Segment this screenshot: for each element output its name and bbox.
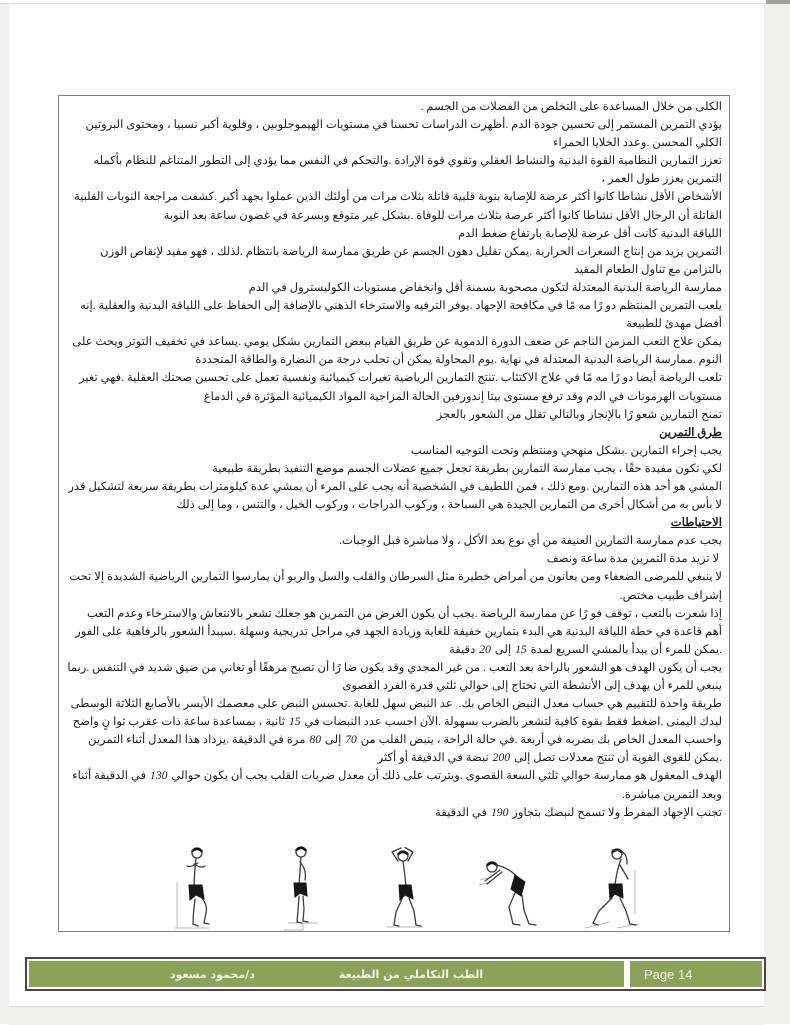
document-text bbox=[66, 98, 722, 822]
window-top-divider bbox=[0, 3, 790, 4]
exercise-figures-row bbox=[169, 844, 643, 931]
footer-document-title: الطب التكاملي من الطبيعة bbox=[338, 967, 484, 981]
paragraph: التمرين يزيد من إنتاج السعرات الحرارية .يمكن تقليل دهون الجسم عن طريق ممارسة الرياضة بانتظام .لذلك ، فهو مفيد لإنقاص الوزن بالتزامن مع تناول الطعام المقيد bbox=[97, 244, 722, 276]
paragraph: الأشخاص الأقل نشاطا كانوا أكثر عرضة للإصابة بنوبة قلبية قاتلة بثلاث مرات من أولئك الذين عملوا بجهد أكبر .كشفت مراجعة النوبات القلبية القاتلة أن الرجال الأقل نشاطا كانوا أكثر عرضة بثلاث مرات للوفاة .بشكل غير متوقع وبسرعة في غضون ساعة بعد النوبة bbox=[71, 190, 722, 222]
paragraph: يجب أن يكون الهدف هو الشعور بالراحة بعد التعب . من غير المجدي وقد يكون ضا رًا أن تصبح مرهقًا أو تعاني من ضيق شديد في التنفس .ربما ينبغي للمرء أن يهدف إلى الأنشطة التي تحتاج إلى حوالي ثلثي قدرة الفرد القصوى bbox=[64, 660, 722, 692]
paragraph: يمكن علاج التعب المزمن الناجم عن ضعف الدورة الدموية عن طريق القيام ببعض التمارين بشكل يومي .يساعد في تخفيف التوتر ويحث على النوم .ممارسة الرياضة البدنية المعتدلة في نهاية .يوم المحاولة يمكن أن تجلب درجة من النضارة والطاقة المتجددة bbox=[69, 335, 722, 367]
paragraph: لا ينبغي للمرضى الضعفاء ومن يعانون من أمراض خطيرة مثل السرطان والقلب والسل والربو أن يمارسوا التمارين الرياضية الشديدة إلا تحت إشراف طبيب مختص. bbox=[66, 570, 722, 602]
document-text-frame bbox=[58, 95, 730, 932]
paragraph: ممارسة الرياضة البدنية المعتدلة لتكون مصحوبة بسمنة أقل وانخفاض مستويات الكوليسترول في الدم bbox=[248, 280, 722, 294]
paragraph: تجنب الإجهاد المفرط ولا تسمح لنبضك بتجاوز 190 في الدقيقة bbox=[435, 805, 722, 819]
page-margin-right bbox=[764, 4, 790, 1024]
exercise-figure-side-lunge-arm-overhead bbox=[581, 844, 643, 931]
page-footer-bar bbox=[25, 957, 766, 991]
exercise-figure-arms-crossed-leg-swing bbox=[169, 844, 231, 931]
section-heading: الاحتياطات bbox=[670, 516, 722, 530]
paragraph: لكي تكون مفيدة حقًا ، يجب ممارسة التمارين بطريقة تجعل جميع عضلات الجسم موضع التنفيذ بطريقة طبيعية bbox=[212, 461, 722, 475]
page-margin-bottom bbox=[9, 1006, 764, 1025]
footer-author: د/محمود مسعود bbox=[169, 967, 255, 981]
paragraph: يؤدي التمرين المستمر إلى تحسين جودة الدم .أظهرت الدراسات تحسنا في مستويات الهيموجلوبين ، وقلوية أكبر نسبيا ، ومحتوى البروتين الكلي المحسن .وعدد الخلايا الحمراء bbox=[82, 118, 722, 150]
paragraph: التمرين يعزز طول العمر ، bbox=[601, 172, 722, 186]
footer-title-cell bbox=[29, 961, 624, 987]
paragraph: المشي هو أحد هذه التمارين .ومع ذلك ، فمن اللطيف في الشخصية أنه يجب على المرء أن يمشي عدة كيلومترات بطريقة سريعة لتشكيل قدر لا بأس به من أشكال أخرى من التمارين الجيدة هي السباحة ، وركوب الدراجات ، وركوب الخيل ، والتنس ، وما إلى ذلك bbox=[65, 479, 722, 512]
paragraph: تلعب الرياضة أيضا دو رًا مه مًا في علاج الاكتئاب .تنتج التمارين الرياضية تغيرات كيميائية ونفسية تعمل على تحسين صحتك العقلية .فهي تغير مستويات الهرمونات في الدم وقد ترفع مستوى بيتا إندورفين الحالة المزاجية المواد الكيميائية المؤثرة في الدماغ bbox=[76, 371, 722, 403]
paragraph: طريقة واحدة للتقييم هي حساب معدل النبض الخاص بك. عد النبض سهل للغاية .تحسس النبض على معصمك الأيسر بالأصابع الثلاثة الوسطى ليدك اليمنى .اضغط فقط بقوة كافية لتشعر بالضرب بسهولة .الآن احسب عدد النبضات في 15 ثانية ، بمساعدة ساعة ذات عقرب ثوا نٍ واضح واحسب المعدل الخاص بك بضربه في أربعة .في حالة الراحة ، ينبض القلب من 70 إلى 80 مرة في الدقيقة .يزداد هذا المعدل أثناء التمرين .يمكن للقوى القوية أن تنتج معدلات تصل إلى 200 نبضة في الدقيقة أو أكثر bbox=[67, 697, 722, 765]
paragraph: أهم قاعدة في خطة اللياقة البدنية هي البدء بتمارين خفيفة للغاية وزيادة الجهد في مراحل تدريجية وسهلة .سيبدأ الشعور بالرفاهية على الفور .يمكن للمرء أن يبدأ بالمشي السريع لمدة 15 إلى 20 دقيقة bbox=[72, 624, 722, 656]
paragraph: لا تزيد مدة التمرين مدة ساعة ونصف bbox=[546, 552, 722, 566]
paragraph: يلعب التمرين المنتظم دو رًا مه مًا في مكافحة الإجهاد .يوفر الترفيه والاسترخاء الذهني بالإضافة إلى الحفاظ على اللياقة البدنية والعقلية .إنه أفضل مهدئ للطبيعة bbox=[77, 299, 722, 331]
exercise-figure-standing-on-step bbox=[272, 844, 334, 931]
section-heading: طرق التمرين bbox=[659, 425, 722, 439]
paragraph: الهدف المعقول هو ممارسة حوالي ثلثي السعة القصوى .ويترتب على ذلك أن معدل ضربات القلب يجب أن يكون حوالي 130 في الدقيقة أثناء وبعد التمرين مباشرة. bbox=[69, 769, 722, 801]
exercise-figure-hands-behind-head bbox=[375, 844, 437, 931]
paragraph: الكلى من خلال المساعدة على التخلص من الفضلات من الجسم . bbox=[420, 100, 722, 113]
paragraph: تعزز التمارين النظامية القوة البدنية والنشاط العقلي وتقوي قوة الإرادة .والتحكم في النفس مما يؤدي إلى التطور المتناغم للنظام بأكمله bbox=[93, 154, 722, 168]
footer-page-number: Page 14 bbox=[630, 961, 762, 987]
page-margin-left bbox=[0, 4, 9, 1024]
exercise-figure-forward-bend bbox=[478, 844, 540, 931]
paragraph: إذا شعرت بالتعب ، توقف فو رًا عن ممارسة الرياضة .يجب أن يكون الغرض من التمرين هو جعلك تشعر بالانتعاش والاسترخاء وعدم التعب bbox=[87, 606, 722, 620]
paragraph: يجب إجراء التمارين .بشكل منهجي ومنتظم وتحت التوجيه المناسب bbox=[410, 443, 722, 457]
paragraph: تمنح التمارين شعو رًا بالإنجاز وبالتالي تقلل من الشعور بالعجز bbox=[436, 407, 722, 421]
paragraph: يجب عدم ممارسة التمارين العنيفة من أي نوع بعد الأكل ، ولا مباشرة قبل الوجبات. bbox=[339, 534, 722, 548]
paragraph: اللياقة البدنية كانت أقل عرضة للإصابة بارتفاع ضغط الدم bbox=[457, 226, 722, 240]
